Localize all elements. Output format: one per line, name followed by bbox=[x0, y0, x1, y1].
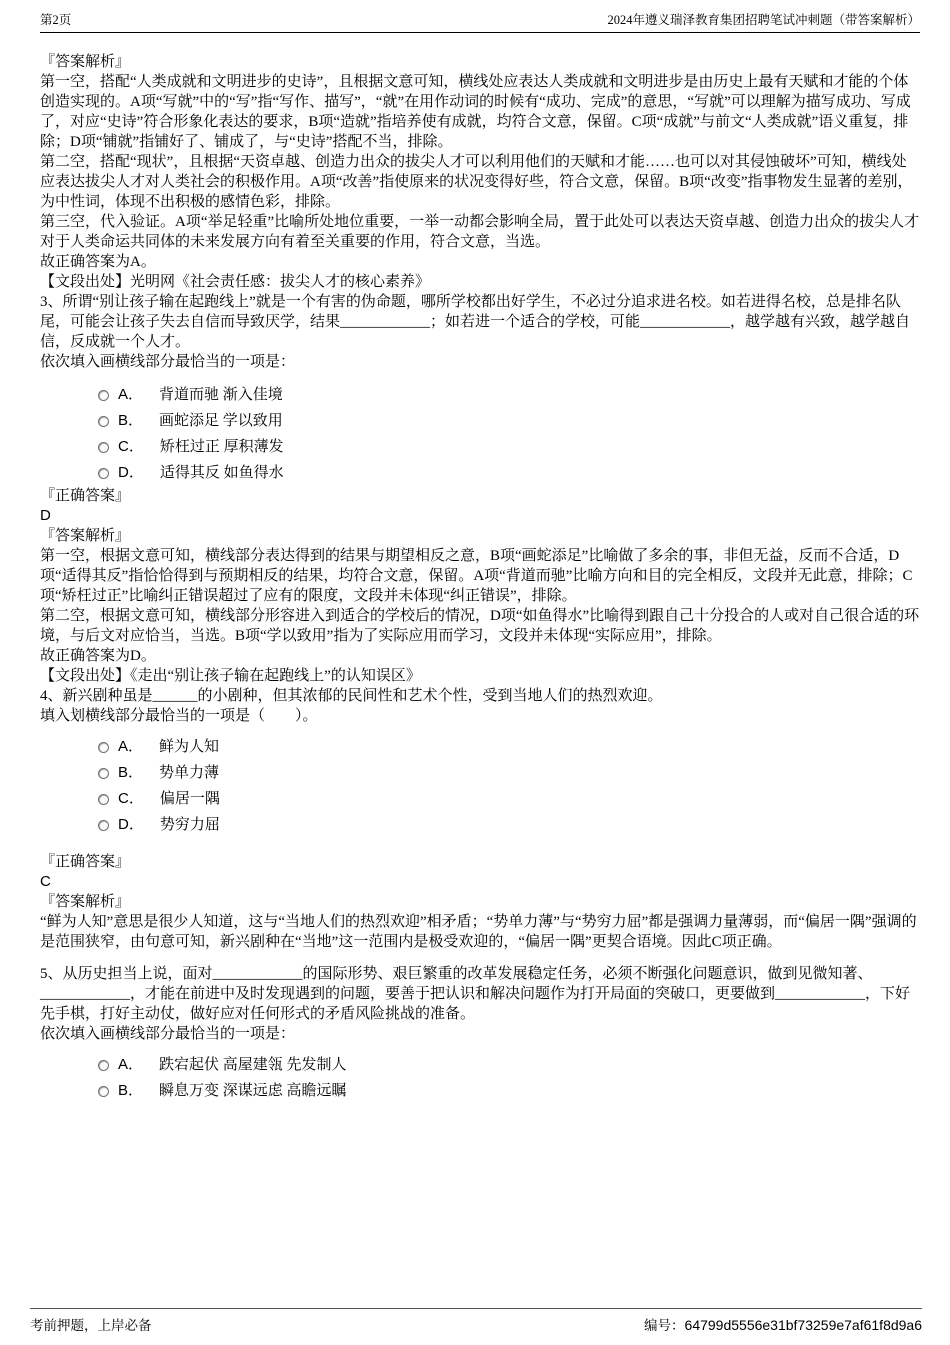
page-footer bbox=[30, 1308, 922, 1335]
correct-answer-label: 『正确答案』 bbox=[40, 854, 131, 870]
option-text: 鲜为人知 bbox=[159, 739, 220, 755]
option-letter: D． bbox=[118, 816, 144, 833]
page-content bbox=[40, 52, 920, 1104]
option-text: 跌宕起伏 高屋建瓴 先发制人 bbox=[159, 1057, 347, 1073]
option-text: 适得其反 如鱼得水 bbox=[159, 465, 284, 481]
question-5-options bbox=[40, 1052, 920, 1104]
correct-answer-value: D bbox=[40, 507, 51, 524]
radio-button-icon[interactable] bbox=[98, 742, 109, 753]
question-4-options bbox=[40, 734, 920, 838]
option-letter: C． bbox=[118, 790, 144, 807]
footer-code-group bbox=[644, 1316, 922, 1335]
passage-source: 【文段出处】光明网《社会责任感：拔尖人才的核心素养》 bbox=[40, 274, 431, 290]
option-row-c[interactable] bbox=[98, 434, 920, 460]
option-text: 势穷力屈 bbox=[159, 817, 220, 833]
passage-source: 【文段出处】《走出“别让孩子输在起跑线上”的认知误区》 bbox=[40, 668, 421, 684]
option-text: 背道而驰 渐入佳境 bbox=[159, 387, 283, 403]
page-number: 第2页 bbox=[40, 13, 72, 27]
radio-button-icon[interactable] bbox=[98, 416, 109, 427]
question-3-prompt: 依次填入画横线部分最恰当的一项是： bbox=[40, 354, 296, 370]
option-row-b[interactable] bbox=[98, 1078, 920, 1104]
question-5-text: 5、从历史担当上说，面对____________的国际形势、艰巨繁重的改革发展稳定任务，必须不断强化问题意识，做到见微知著、____________，才能在前进中及时发现遇到的问题，要善于把认识和解决问题作为打开局面的突破口，更要做到____________，下好先手棋，打好主动仗，做好应对任何形式的矛盾风险挑战的准备。 bbox=[40, 966, 911, 1022]
option-row-b[interactable] bbox=[98, 760, 920, 786]
option-row-a[interactable] bbox=[98, 1052, 920, 1078]
option-row-a[interactable] bbox=[98, 382, 920, 408]
question-5-prompt: 依次填入画横线部分最恰当的一项是： bbox=[40, 1026, 296, 1042]
footer-slogan: 考前押题，上岸必备 bbox=[30, 1318, 152, 1333]
question-4-prompt: 填入划横线部分最恰当的一项是（ ）。 bbox=[40, 708, 318, 724]
option-letter: B． bbox=[118, 764, 144, 781]
option-text: 势单力薄 bbox=[159, 765, 220, 781]
analysis-paragraph-1: 第一空，根据文意可知，横线部分表达得到的结果与期望相反之意，B项“画蛇添足”比喻做了多余的事，非但无益，反而不合适，D项“适得其反”指恰恰得到与预期相反的结果，均符合文意，保留。A项“背道而驰”比喻方向和目的完全相反，文段并无此意，排除；C项“矫枉过正”比喻纠正错误超过了应有的限度，文段并未体现“纠正错误”，排除。 bbox=[40, 548, 913, 604]
radio-button-icon[interactable] bbox=[98, 768, 109, 779]
radio-button-icon[interactable] bbox=[98, 1060, 109, 1071]
radio-button-icon[interactable] bbox=[98, 442, 109, 453]
analysis-label: 『答案解析』 bbox=[40, 894, 131, 910]
option-text: 偏居一隅 bbox=[159, 791, 220, 807]
correct-answer-label: 『正确答案』 bbox=[40, 488, 131, 504]
option-letter: D． bbox=[118, 464, 144, 481]
radio-button-icon[interactable] bbox=[98, 390, 109, 401]
question-3-text: 3、所谓“别让孩子输在起跑线上”就是一个有害的伪命题，哪所学校都出好学生，不必过分追求进名校。如若进得名校，总是排名队尾，可能会让孩子失去自信而导致厌学，结果____________；如若进一个适合的学校，可能____________，越学越有兴致，越学越自信，反成就一个人才。 bbox=[40, 294, 911, 350]
option-row-d[interactable] bbox=[98, 812, 920, 838]
option-letter: C． bbox=[118, 438, 144, 455]
footer-code-label: 编号： bbox=[644, 1318, 685, 1333]
analysis-paragraph-2: 第二空，根据文意可知，横线部分形容进入到适合的学校后的情况，D项“如鱼得水”比喻得到跟自己十分投合的人或对自己很合适的环境，与后文对应恰当，当选。B项“学以致用”指为了实际应用而学习，文段并未体现“实际应用”，排除。 bbox=[40, 608, 920, 644]
radio-button-icon[interactable] bbox=[98, 1086, 109, 1097]
analysis-label: 『答案解析』 bbox=[40, 54, 131, 70]
correct-answer-value: C bbox=[40, 873, 51, 890]
question-4-text: 4、新兴剧种虽是______的小剧种，但其浓郁的民间性和艺术个性，受到当地人们的热烈欢迎。 bbox=[40, 688, 663, 704]
option-text: 矫枉过正 厚积薄发 bbox=[159, 439, 284, 455]
radio-button-icon[interactable] bbox=[98, 820, 109, 831]
page-header bbox=[40, 12, 920, 33]
analysis-paragraph-1: 第一空，搭配“人类成就和文明进步的史诗”，且根据文意可知，横线处应表达人类成就和文明进步是由历史上最有天赋和才能的个体创造实现的。A项“写就”中的“写”指“写作、描写”，“就”在用作动词的时候有“成功、完成”的意思，“写就”可以理解为描写成功、写成了，对应“史诗”符合形象化表达的要求，B项“造就”指培养使有成就，均符合文意，保留。C项“成就”与前文“人类成就”语义重复，排除；D项“铺就”指铺好了、铺成了，与“史诗”搭配不当，排除。 bbox=[40, 74, 911, 150]
analysis-conclusion: 故正确答案为A。 bbox=[40, 254, 156, 270]
option-text: 画蛇添足 学以致用 bbox=[159, 413, 283, 429]
option-letter: B． bbox=[118, 1082, 144, 1099]
analysis-paragraph-3: 第三空，代入验证。A项“举足轻重”比喻所处地位重要，一举一动都会影响全局，置于此处可以表达天资卓越、创造力出众的拔尖人才对于人类命运共同体的未来发展方向有着至关重要的作用，符合文意，当选。 bbox=[40, 214, 920, 250]
option-row-b[interactable] bbox=[98, 408, 920, 434]
option-row-a[interactable] bbox=[98, 734, 920, 760]
question-3-options bbox=[40, 382, 920, 486]
radio-button-icon[interactable] bbox=[98, 468, 109, 479]
option-letter: A． bbox=[118, 738, 144, 755]
option-letter: B． bbox=[118, 412, 144, 429]
option-row-c[interactable] bbox=[98, 786, 920, 812]
analysis-paragraph: “鲜为人知”意思是很少人知道，这与“当地人们的热烈欢迎”相矛盾；“势单力薄”与“势穷力屈”都是强调力量薄弱，而“偏居一隅”强调的是范围狭窄，由句意可知，新兴剧种在“当地”这一范围内是极受欢迎的，“偏居一隅”更契合语境。因此C项正确。 bbox=[40, 914, 917, 950]
footer-code-value: 64799d5556e31bf73259e7af61f8d9a6 bbox=[684, 1317, 922, 1333]
radio-button-icon[interactable] bbox=[98, 794, 109, 805]
document-title: 2024年遵义瑞泽教育集团招聘笔试冲刺题（带答案解析） bbox=[607, 13, 920, 27]
option-row-d[interactable] bbox=[98, 460, 920, 486]
analysis-conclusion: 故正确答案为D。 bbox=[40, 648, 156, 664]
analysis-paragraph-2: 第二空，搭配“现状”，且根据“天资卓越、创造力出众的拔尖人才可以利用他们的天赋和才能……也可以对其侵蚀破坏”可知，横线处应表达拔尖人才对人类社会的积极作用。A项“改善”指使原来的状况变得好些，符合文意，保留。B项“改变”指事物发生显著的差别，为中性词，体现不出积极的感情色彩，排除。 bbox=[40, 154, 913, 210]
option-text: 瞬息万变 深谋远虑 高瞻远瞩 bbox=[159, 1083, 347, 1099]
option-letter: A． bbox=[118, 1056, 144, 1073]
analysis-label: 『答案解析』 bbox=[40, 528, 131, 544]
option-letter: A． bbox=[118, 386, 144, 403]
